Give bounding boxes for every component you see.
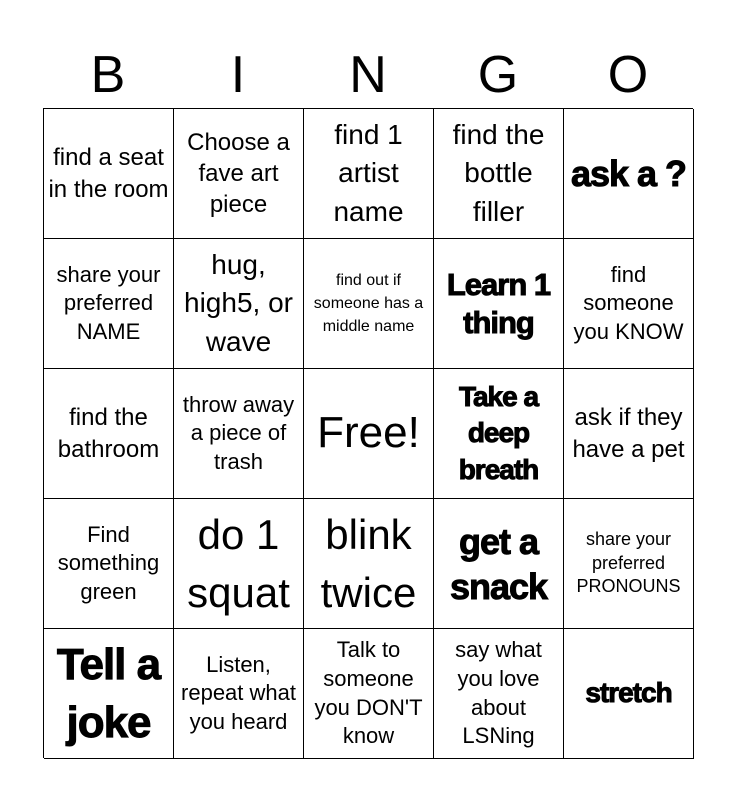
bingo-cell[interactable]: Choose a fave art piece [174,109,304,239]
bingo-cell[interactable]: find someone you KNOW [564,239,694,369]
header-letter-g: G [477,46,519,104]
bingo-cell[interactable]: say what you love about LSNing [434,629,564,759]
bingo-cell[interactable]: find the bathroom [44,369,174,499]
bingo-header [43,46,693,104]
bingo-cell[interactable]: Talk to someone you DON'T know [304,629,434,759]
bingo-cell[interactable]: find out if someone has a middle name [304,239,434,369]
bingo-cell[interactable]: stretch [564,629,694,759]
header-letter-i: I [230,46,246,104]
header-letter-n: N [349,46,387,104]
bingo-cell[interactable]: share your preferred PRONOUNS [564,499,694,629]
bingo-cell[interactable]: do 1 squat [174,499,304,629]
header-letter-o: O [607,46,649,104]
header-letter-b: B [90,46,126,104]
bingo-cell[interactable]: ask if they have a pet [564,369,694,499]
bingo-cell[interactable]: ask a ? [564,109,694,239]
bingo-cell[interactable]: share your preferred NAME [44,239,174,369]
bingo-cell[interactable]: find the bottle filler [434,109,564,239]
bingo-cell[interactable]: Learn 1 thing [434,239,564,369]
bingo-free-cell[interactable]: Free! [304,369,434,499]
bingo-cell[interactable]: get a snack [434,499,564,629]
bingo-cell[interactable]: hug, high5, or wave [174,239,304,369]
bingo-cell[interactable]: Find something green [44,499,174,629]
bingo-cell[interactable]: throw away a piece of trash [174,369,304,499]
bingo-board [43,108,693,758]
bingo-cell[interactable]: blink twice [304,499,434,629]
bingo-cell[interactable]: find 1 artist name [304,109,434,239]
bingo-cell[interactable]: find a seat in the room [44,109,174,239]
bingo-cell[interactable]: Listen, repeat what you heard [174,629,304,759]
bingo-cell[interactable]: Take a deep breath [434,369,564,499]
bingo-cell[interactable]: Tell a joke [44,629,174,759]
